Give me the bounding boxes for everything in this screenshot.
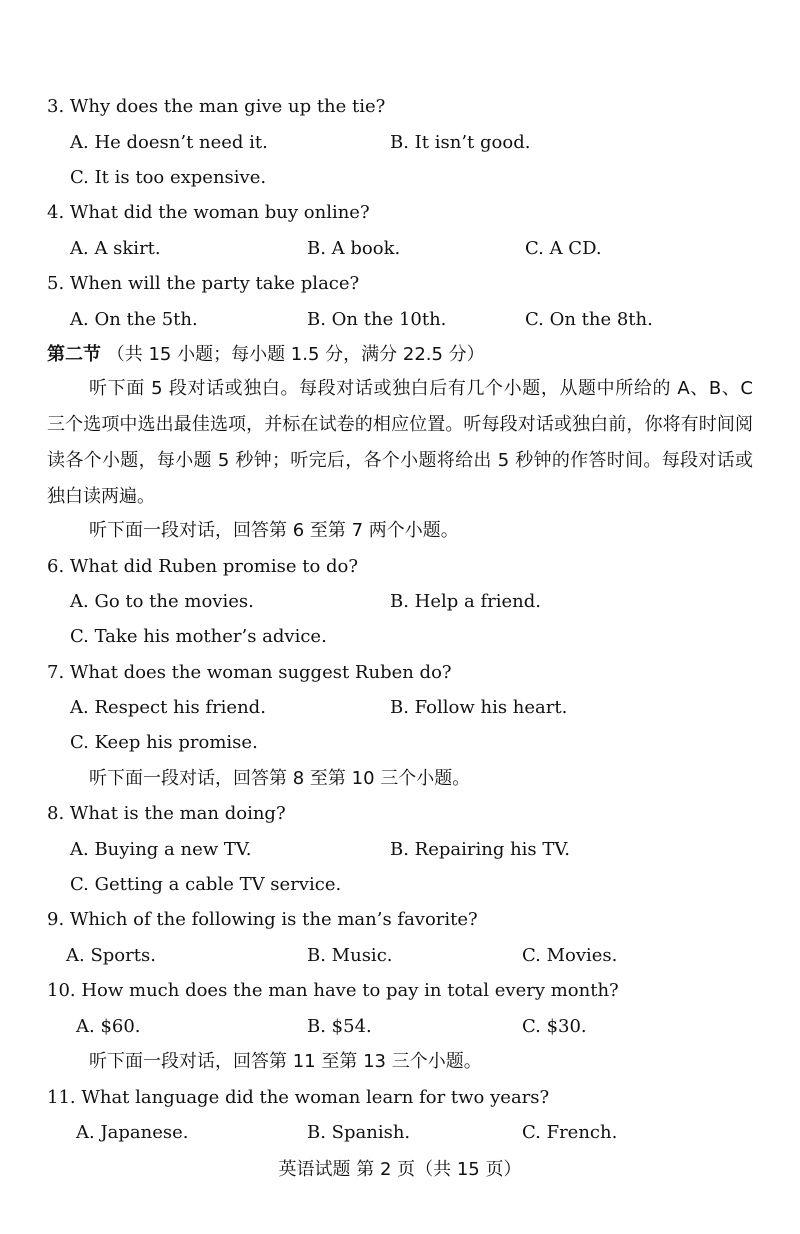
q5-option-c: C. On the 8th. xyxy=(525,309,653,330)
q9-option-c: C. Movies. xyxy=(522,945,618,966)
question-6: 6. What did Ruben promise to do? xyxy=(47,556,359,577)
q8-option-a: A. Buying a new TV. xyxy=(70,839,252,860)
q10-option-c: C. $30. xyxy=(522,1016,587,1037)
direction-dialogue-3: 听下面一段对话，回答第 11 至第 13 三个小题。 xyxy=(89,1051,482,1072)
q11-option-c: C. French. xyxy=(522,1122,618,1143)
question-9: 9. Which of the following is the man’s favorite? xyxy=(47,909,478,930)
section-2-score: （共 15 小题；每小题 1.5 分，满分 22.5 分） xyxy=(106,344,485,365)
q3-option-c: C. It is too expensive. xyxy=(70,167,267,188)
q7-option-b: B. Follow his heart. xyxy=(390,697,568,718)
q3-option-b: B. It isn’t good. xyxy=(390,132,531,153)
q4-option-a: A. A skirt. xyxy=(70,238,161,259)
direction-dialogue-1: 听下面一段对话，回答第 6 至第 7 两个小题。 xyxy=(89,520,459,541)
q3-option-a: A. He doesn’t need it. xyxy=(70,132,268,153)
q8-option-c: C. Getting a cable TV service. xyxy=(70,874,342,895)
question-11: 11. What language did the woman learn for two years? xyxy=(47,1087,550,1108)
q5-option-a: A. On the 5th. xyxy=(70,309,198,330)
q6-option-c: C. Take his mother’s advice. xyxy=(70,626,327,647)
q5-option-b: B. On the 10th. xyxy=(307,309,447,330)
question-8: 8. What is the man doing? xyxy=(47,803,286,824)
section-2-title: 第二节 xyxy=(47,344,101,365)
question-7: 7. What does the woman suggest Ruben do? xyxy=(47,662,452,683)
q4-option-b: B. A book. xyxy=(307,238,401,259)
question-5: 5. When will the party take place? xyxy=(47,273,360,294)
q10-option-b: B. $54. xyxy=(307,1016,372,1037)
page-footer: 英语试题 第 2 页（共 15 页） xyxy=(278,1159,522,1180)
q4-option-c: C. A CD. xyxy=(525,238,602,259)
q11-option-a: A. Japanese. xyxy=(76,1122,189,1143)
q6-option-b: B. Help a friend. xyxy=(390,591,541,612)
section-2-instructions: 听下面 5 段对话或独白。每段对话或独白后有几个小题，从题中所给的 A、B、C 三个选项中选出最佳选项，并标在试卷的相应位置。听每段对话或独白前，你将有时间阅读各个小题，每小题 5 秒钟；听完后，各个小题将给出 5 秒钟的作答时间。每段对话或独白读两遍。 xyxy=(47,378,753,507)
q9-option-a: A. Sports. xyxy=(66,945,156,966)
q10-option-a: A. $60. xyxy=(76,1016,141,1037)
direction-dialogue-2: 听下面一段对话，回答第 8 至第 10 三个小题。 xyxy=(89,768,471,789)
section-2-header xyxy=(47,343,485,367)
question-10: 10. How much does the man have to pay in total every month? xyxy=(47,980,619,1001)
q7-option-a: A. Respect his friend. xyxy=(70,697,266,718)
q11-option-b: B. Spanish. xyxy=(307,1122,411,1143)
q9-option-b: B. Music. xyxy=(307,945,393,966)
q7-option-c: C. Keep his promise. xyxy=(70,732,258,753)
q6-option-a: A. Go to the movies. xyxy=(70,591,254,612)
question-3: 3. Why does the man give up the tie? xyxy=(47,96,386,117)
q8-option-b: B. Repairing his TV. xyxy=(390,839,570,860)
question-4: 4. What did the woman buy online? xyxy=(47,202,370,223)
